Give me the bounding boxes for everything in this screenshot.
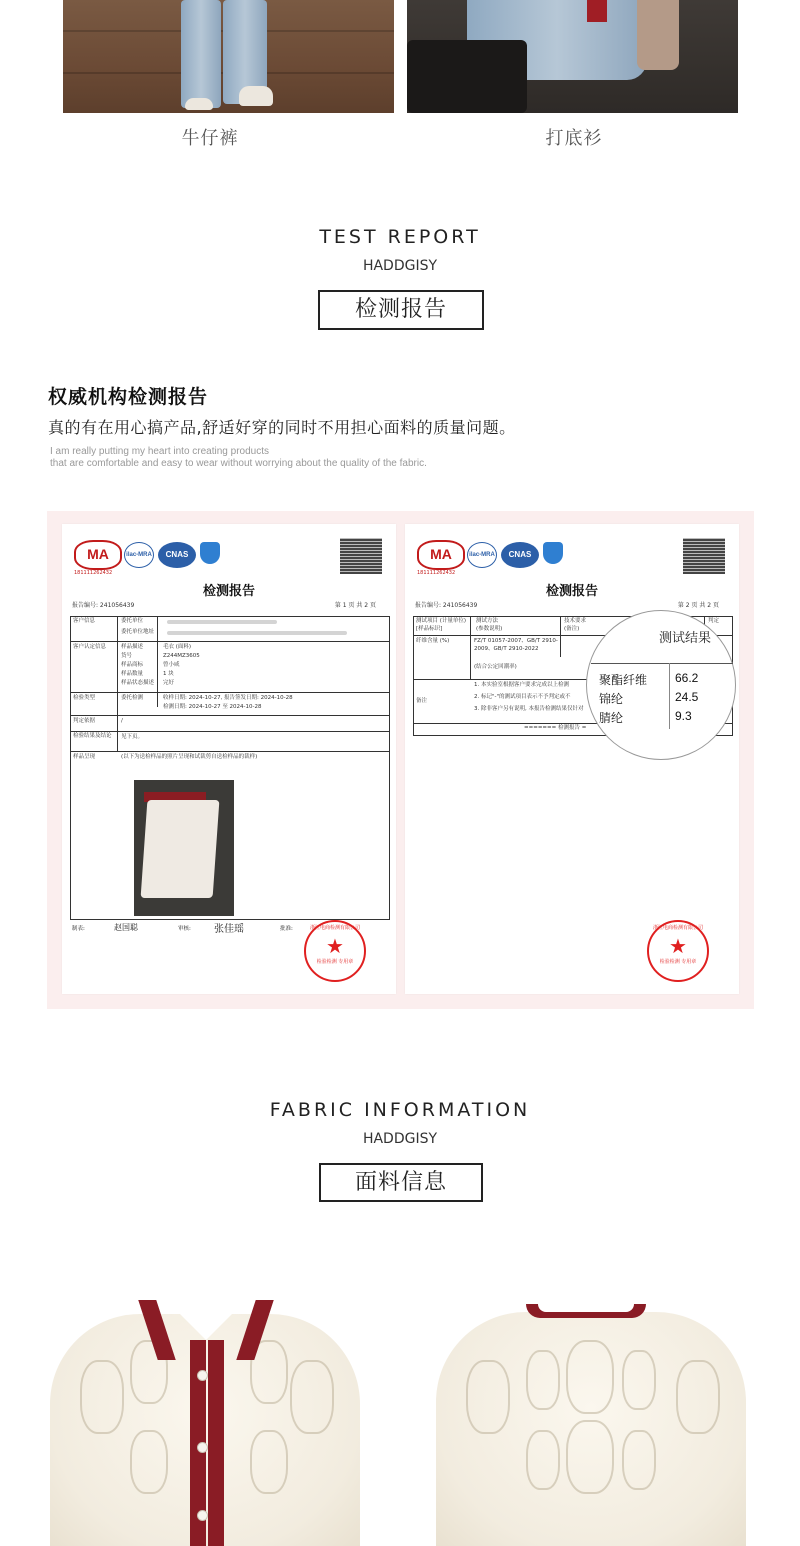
- stamp-center-text: 检验检测 专用章: [316, 959, 354, 965]
- results-title: 测试结果: [659, 631, 712, 646]
- cell-label: 客户信息: [73, 618, 96, 624]
- cell-field: 样品状态描述: [121, 680, 155, 686]
- cnas-logo: CNAS: [501, 542, 539, 568]
- barcode-icon: [340, 538, 382, 574]
- header-judgement: 判定: [708, 618, 720, 624]
- made-signature: 赵国聪: [114, 923, 138, 932]
- cardigan-front-photo: [40, 1300, 370, 1546]
- result-value: 24.5: [675, 690, 699, 704]
- ma-logo: MA: [74, 540, 122, 570]
- header-item: 测试项目 (计量单位) [样品标识]: [416, 618, 467, 632]
- button-icon: [197, 1510, 208, 1521]
- report-sheet-1: [62, 524, 396, 994]
- cell-field: (以下为送检样品的照片呈现和试裁剪自送检样品的裁样): [121, 754, 258, 760]
- audit-signature: 张佳瑶: [214, 924, 244, 935]
- cell-value: Z244MZ3605: [163, 653, 200, 659]
- result-value: 66.2: [675, 671, 699, 685]
- sheet-title: 检测报告: [202, 584, 255, 599]
- note-line: 3. 除非客户另有说明, 本报告检测结果仅针对: [474, 706, 584, 712]
- star-icon: ★: [326, 934, 344, 958]
- stamp-rim-text: 浙江电商检测有限公司: [652, 925, 703, 931]
- cell-label: 判定依据: [73, 718, 96, 724]
- shield-icon: [200, 542, 220, 564]
- cell-field: 见下页。: [121, 734, 144, 740]
- cell-value: 毛衣 (面料): [163, 644, 192, 650]
- audit-label: 审核:: [178, 926, 191, 932]
- result-fiber: 锦纶: [599, 692, 624, 706]
- test-report-box: 检测报告: [318, 290, 484, 330]
- base-shirt-photo: [407, 0, 738, 113]
- button-icon: [197, 1370, 208, 1381]
- shield-icon: [543, 542, 563, 564]
- authority-english-line1: I am really putting my heart into creating products: [50, 446, 269, 457]
- sample-photo: [134, 780, 234, 916]
- cell-value: 1 块: [163, 671, 174, 677]
- item-method: FZ/T 01057-2007、GB/T 2910-2009、GB/T 2910-2022: [474, 638, 558, 652]
- cell-field: 样品描述: [121, 644, 144, 650]
- note-line: 2. 标记"-"的测试项目表示不予判定或不: [474, 694, 571, 700]
- cell-label: 检验类型: [73, 695, 96, 701]
- cell-value: 收样日期: 2024-10-27, 报告签发日期: 2024-10-28: [163, 695, 293, 701]
- cell-label: 检验结果及结论: [73, 733, 112, 739]
- jeans-photo: [63, 0, 394, 113]
- cell-label: 客户认定信息: [73, 644, 107, 650]
- test-report-heading: TEST REPORT: [319, 226, 481, 248]
- results-magnifier: [586, 610, 736, 760]
- result-fiber: 聚酯纤维: [599, 673, 648, 687]
- ma-logo: MA: [417, 540, 465, 570]
- official-stamp: [304, 920, 366, 982]
- report-sheet-2: [405, 524, 739, 994]
- authority-title: 权威机构检测报告: [48, 386, 209, 408]
- cell-field: 委托检测: [121, 695, 144, 701]
- product-caption-jeans: 牛仔裤: [181, 128, 239, 149]
- report-number: 报告编号: 241056439: [72, 602, 135, 609]
- report-number: 报告编号: 241056439: [415, 602, 478, 609]
- ma-number: 181111262432: [74, 570, 113, 576]
- fabric-info-box: 面料信息: [319, 1163, 483, 1202]
- sheet-title: 检测报告: [545, 584, 598, 599]
- ilac-logo: ilac-MRA: [467, 542, 497, 568]
- authority-english-line2: that are comfortable and easy to wear without worrying about the quality of the fabric.: [50, 458, 427, 469]
- cnas-logo: CNAS: [158, 542, 196, 568]
- header-method: 测试方法 (参数说明): [476, 618, 503, 632]
- notes-label: 备注: [416, 698, 428, 704]
- cell-value: 完好: [163, 680, 175, 686]
- cell-field: 样品商标: [121, 662, 144, 668]
- result-value: 9.3: [675, 709, 692, 723]
- stamp-center-text: 检验检测 专用章: [659, 959, 697, 965]
- cell-value: 检测日期: 2024-10-27 至 2024-10-28: [163, 704, 262, 710]
- authority-subtitle: 真的有在用心搞产品,舒适好穿的同时不用担心面料的质量问题。: [48, 418, 516, 437]
- button-icon: [197, 1442, 208, 1453]
- test-report-brand: HADDGISY: [362, 258, 438, 274]
- note-line: 1. 本实验室根据客户要求完成以上检测: [474, 682, 569, 688]
- stamp-rim-text: 浙江电商检测有限公司: [309, 925, 360, 931]
- item-method-note: (结合公定回潮率): [474, 664, 517, 670]
- cell-field: 样品数量: [121, 671, 144, 677]
- report-end: ======= 检测报告 =: [524, 725, 587, 731]
- star-icon: ★: [669, 934, 687, 958]
- fabric-info-brand: HADDGISY: [362, 1131, 438, 1147]
- fabric-info-heading: FABRIC INFORMATION: [269, 1099, 531, 1121]
- cell-label: 样品呈现: [73, 754, 96, 760]
- cell-value: 曾小咸: [163, 662, 180, 668]
- cardigan-back-photo: [426, 1300, 756, 1546]
- ilac-logo: ilac-MRA: [124, 542, 154, 568]
- cell-field: 委托单位地址: [121, 629, 155, 635]
- product-caption-base-shirt: 打底衫: [545, 128, 603, 149]
- header-requirement: 技术要求 (备注): [564, 618, 587, 632]
- cell-field: 委托单位: [121, 618, 144, 624]
- item-name: 纤维含量 (%): [416, 638, 450, 644]
- cell-field: /: [121, 718, 123, 724]
- barcode-icon: [683, 538, 725, 574]
- ma-number: 181111262432: [417, 570, 456, 576]
- made-label: 制表:: [72, 926, 85, 932]
- approve-label: 批准:: [280, 926, 293, 932]
- official-stamp: [647, 920, 709, 982]
- result-fiber: 腈纶: [599, 711, 624, 725]
- page-number: 第 1 页 共 2 页: [334, 602, 376, 609]
- page-number: 第 2 页 共 2 页: [677, 602, 719, 609]
- cell-field: 货号: [121, 653, 133, 659]
